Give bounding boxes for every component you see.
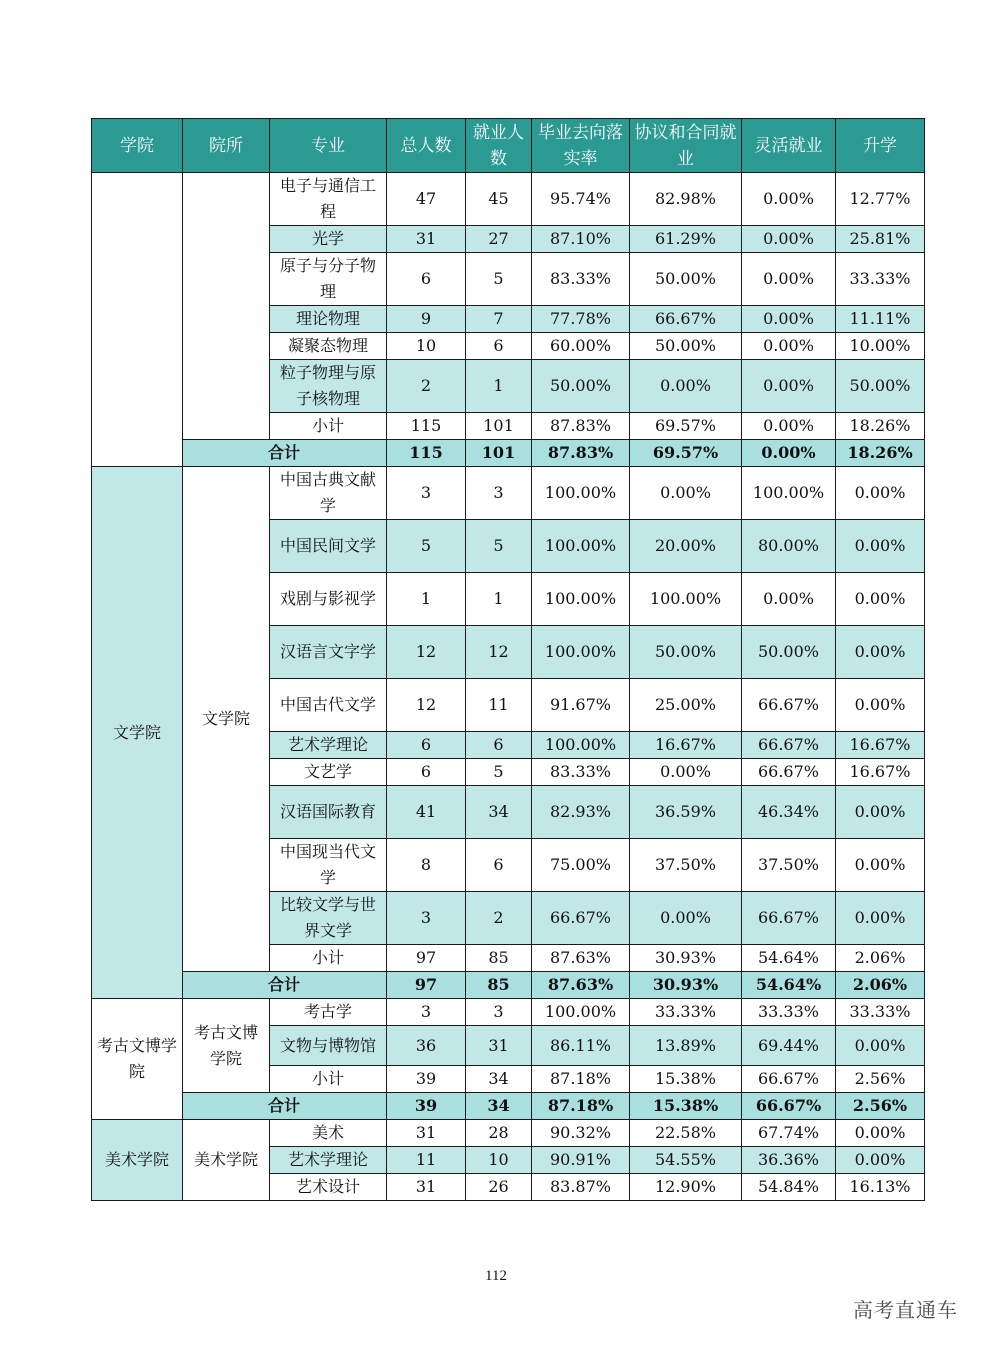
flexible-cell: 100.00%: [742, 467, 836, 520]
further-study-cell: 16.67%: [836, 732, 925, 759]
contract-cell: 50.00%: [630, 253, 742, 306]
employed-cell: 3: [466, 467, 532, 520]
placement-rate-cell: 90.91%: [532, 1147, 630, 1174]
total-cell: 115: [387, 413, 466, 440]
contract-cell: 54.55%: [630, 1147, 742, 1174]
contract-cell: 50.00%: [630, 626, 742, 679]
further-study-cell: 0.00%: [836, 839, 925, 892]
further-study-cell: 16.67%: [836, 759, 925, 786]
total-cell: 6: [387, 253, 466, 306]
major-cell: 电子与通信工程: [270, 173, 387, 226]
major-cell: 美术: [270, 1120, 387, 1147]
placement-rate-cell: 75.00%: [532, 839, 630, 892]
major-cell: 小计: [270, 413, 387, 440]
placement-rate-cell: 87.10%: [532, 226, 630, 253]
total-cell: 5: [387, 520, 466, 573]
contract-cell: 16.67%: [630, 732, 742, 759]
total-cell: 6: [387, 759, 466, 786]
flexible-cell: 0.00%: [742, 413, 836, 440]
employed-cell: 5: [466, 520, 532, 573]
further-study-cell: 0.00%: [836, 892, 925, 945]
employed-cell: 6: [466, 732, 532, 759]
major-cell: 文艺学: [270, 759, 387, 786]
placement-rate-cell: 60.00%: [532, 333, 630, 360]
placement-rate-cell: 100.00%: [532, 626, 630, 679]
further-study-cell: 16.13%: [836, 1174, 925, 1201]
flexible-total-cell: 54.64%: [742, 972, 836, 999]
table-row: [92, 467, 925, 520]
placement-rate-cell: 100.00%: [532, 573, 630, 626]
total-label: 合计: [183, 972, 387, 999]
further-study-cell: 10.00%: [836, 333, 925, 360]
flexible-cell: 66.67%: [742, 679, 836, 732]
contract-cell: 50.00%: [630, 333, 742, 360]
college-cell: 美术学院: [92, 1120, 183, 1201]
placement-rate-cell: 95.74%: [532, 173, 630, 226]
major-cell: 小计: [270, 945, 387, 972]
header-row: [92, 119, 925, 173]
flexible-cell: 46.34%: [742, 786, 836, 839]
total-row: [92, 972, 925, 999]
header-college: 学院: [92, 119, 183, 173]
flexible-cell: 36.36%: [742, 1147, 836, 1174]
employed-cell: 28: [466, 1120, 532, 1147]
major-cell: 艺术学理论: [270, 732, 387, 759]
further-study-cell: 0.00%: [836, 573, 925, 626]
placement-rate-total-cell: 87.63%: [532, 972, 630, 999]
contract-total-cell: 69.57%: [630, 440, 742, 467]
contract-cell: 15.38%: [630, 1066, 742, 1093]
further-study-cell: 0.00%: [836, 679, 925, 732]
header-flexible: 灵活就业: [742, 119, 836, 173]
further-study-cell: 11.11%: [836, 306, 925, 333]
institute-cell: 美术学院: [183, 1120, 270, 1201]
major-cell: 戏剧与影视学: [270, 573, 387, 626]
employed-cell: 101: [466, 413, 532, 440]
header-institute: 院所: [183, 119, 270, 173]
employed-total-cell: 85: [466, 972, 532, 999]
flexible-total-cell: 0.00%: [742, 440, 836, 467]
header-total: 总人数: [387, 119, 466, 173]
placement-rate-cell: 87.18%: [532, 1066, 630, 1093]
total-total-cell: 115: [387, 440, 466, 467]
employed-cell: 2: [466, 892, 532, 945]
flexible-cell: 50.00%: [742, 626, 836, 679]
placement-rate-cell: 86.11%: [532, 1026, 630, 1066]
flexible-cell: 37.50%: [742, 839, 836, 892]
total-cell: 10: [387, 333, 466, 360]
total-cell: 41: [387, 786, 466, 839]
employed-total-cell: 101: [466, 440, 532, 467]
major-cell: 小计: [270, 1066, 387, 1093]
flexible-total-cell: 66.67%: [742, 1093, 836, 1120]
total-cell: 31: [387, 226, 466, 253]
contract-cell: 33.33%: [630, 999, 742, 1026]
flexible-cell: 0.00%: [742, 306, 836, 333]
total-cell: 39: [387, 1066, 466, 1093]
total-cell: 3: [387, 892, 466, 945]
total-cell: 1: [387, 573, 466, 626]
major-cell: 汉语国际教育: [270, 786, 387, 839]
flexible-cell: 33.33%: [742, 999, 836, 1026]
contract-cell: 36.59%: [630, 786, 742, 839]
employed-cell: 1: [466, 360, 532, 413]
major-cell: 中国古典文献学: [270, 467, 387, 520]
contract-cell: 66.67%: [630, 306, 742, 333]
employed-cell: 34: [466, 1066, 532, 1093]
table-row: [92, 999, 925, 1026]
major-cell: 原子与分子物理: [270, 253, 387, 306]
placement-rate-cell: 83.33%: [532, 759, 630, 786]
employed-cell: 31: [466, 1026, 532, 1066]
table-row: [92, 1120, 925, 1147]
further-study-total-cell: 2.06%: [836, 972, 925, 999]
placement-rate-total-cell: 87.83%: [532, 440, 630, 467]
major-cell: 比较文学与世界文学: [270, 892, 387, 945]
total-cell: 31: [387, 1120, 466, 1147]
further-study-cell: 33.33%: [836, 999, 925, 1026]
employed-cell: 5: [466, 759, 532, 786]
flexible-cell: 66.67%: [742, 892, 836, 945]
flexible-cell: 69.44%: [742, 1026, 836, 1066]
total-cell: 12: [387, 626, 466, 679]
total-cell: 31: [387, 1174, 466, 1201]
contract-cell: 0.00%: [630, 759, 742, 786]
employed-cell: 3: [466, 999, 532, 1026]
major-cell: 光学: [270, 226, 387, 253]
employed-cell: 11: [466, 679, 532, 732]
total-cell: 2: [387, 360, 466, 413]
further-study-cell: 0.00%: [836, 626, 925, 679]
further-study-cell: 2.56%: [836, 1066, 925, 1093]
contract-cell: 12.90%: [630, 1174, 742, 1201]
total-total-cell: 97: [387, 972, 466, 999]
total-row: [92, 1093, 925, 1120]
further-study-cell: 18.26%: [836, 413, 925, 440]
major-cell: 文物与博物馆: [270, 1026, 387, 1066]
contract-cell: 30.93%: [630, 945, 742, 972]
total-cell: 9: [387, 306, 466, 333]
header-placement-rate: 毕业去向落实率: [532, 119, 630, 173]
employed-cell: 26: [466, 1174, 532, 1201]
total-cell: 11: [387, 1147, 466, 1174]
employed-cell: 5: [466, 253, 532, 306]
further-study-cell: 0.00%: [836, 467, 925, 520]
placement-rate-total-cell: 87.18%: [532, 1093, 630, 1120]
flexible-cell: 0.00%: [742, 573, 836, 626]
flexible-cell: 66.67%: [742, 732, 836, 759]
contract-cell: 37.50%: [630, 839, 742, 892]
major-cell: 艺术学理论: [270, 1147, 387, 1174]
major-cell: 汉语言文字学: [270, 626, 387, 679]
flexible-cell: 0.00%: [742, 226, 836, 253]
further-study-cell: 33.33%: [836, 253, 925, 306]
flexible-cell: 67.74%: [742, 1120, 836, 1147]
total-row: [92, 440, 925, 467]
institute-cell: 文学院: [183, 467, 270, 972]
total-cell: 47: [387, 173, 466, 226]
total-cell: 36: [387, 1026, 466, 1066]
table-body: [92, 173, 925, 1201]
placement-rate-cell: 100.00%: [532, 467, 630, 520]
placement-rate-cell: 77.78%: [532, 306, 630, 333]
major-cell: 考古学: [270, 999, 387, 1026]
contract-cell: 61.29%: [630, 226, 742, 253]
employed-cell: 45: [466, 173, 532, 226]
placement-rate-cell: 50.00%: [532, 360, 630, 413]
total-cell: 6: [387, 732, 466, 759]
total-cell: 8: [387, 839, 466, 892]
placement-rate-cell: 100.00%: [532, 999, 630, 1026]
flexible-cell: 66.67%: [742, 1066, 836, 1093]
further-study-total-cell: 2.56%: [836, 1093, 925, 1120]
total-cell: 3: [387, 467, 466, 520]
further-study-cell: 25.81%: [836, 226, 925, 253]
header-employed: 就业人数: [466, 119, 532, 173]
contract-cell: 100.00%: [630, 573, 742, 626]
major-cell: 理论物理: [270, 306, 387, 333]
flexible-cell: 0.00%: [742, 360, 836, 413]
contract-cell: 82.98%: [630, 173, 742, 226]
header-further-study: 升学: [836, 119, 925, 173]
major-cell: 粒子物理与原子核物理: [270, 360, 387, 413]
institute-cell: [183, 173, 270, 440]
placement-rate-cell: 91.67%: [532, 679, 630, 732]
college-cell: 文学院: [92, 467, 183, 999]
further-study-cell: 50.00%: [836, 360, 925, 413]
further-study-cell: 12.77%: [836, 173, 925, 226]
placement-rate-cell: 83.87%: [532, 1174, 630, 1201]
placement-rate-cell: 83.33%: [532, 253, 630, 306]
employed-cell: 6: [466, 333, 532, 360]
employed-cell: 1: [466, 573, 532, 626]
placement-rate-cell: 100.00%: [532, 520, 630, 573]
further-study-cell: 0.00%: [836, 1026, 925, 1066]
college-cell: [92, 173, 183, 467]
employed-total-cell: 34: [466, 1093, 532, 1120]
total-cell: 12: [387, 679, 466, 732]
major-cell: 中国民间文学: [270, 520, 387, 573]
contract-cell: 69.57%: [630, 413, 742, 440]
contract-cell: 13.89%: [630, 1026, 742, 1066]
table-row: [92, 173, 925, 226]
further-study-cell: 2.06%: [836, 945, 925, 972]
total-label: 合计: [183, 1093, 387, 1120]
major-cell: 中国古代文学: [270, 679, 387, 732]
flexible-cell: 0.00%: [742, 253, 836, 306]
contract-total-cell: 15.38%: [630, 1093, 742, 1120]
watermark: 高考直通车: [853, 1298, 958, 1322]
total-cell: 3: [387, 999, 466, 1026]
total-total-cell: 39: [387, 1093, 466, 1120]
employed-cell: 12: [466, 626, 532, 679]
flexible-cell: 0.00%: [742, 333, 836, 360]
employed-cell: 34: [466, 786, 532, 839]
flexible-cell: 0.00%: [742, 173, 836, 226]
placement-rate-cell: 82.93%: [532, 786, 630, 839]
employed-cell: 85: [466, 945, 532, 972]
contract-cell: 22.58%: [630, 1120, 742, 1147]
institute-cell: 考古文博学院: [183, 999, 270, 1093]
flexible-cell: 80.00%: [742, 520, 836, 573]
flexible-cell: 54.64%: [742, 945, 836, 972]
employed-cell: 27: [466, 226, 532, 253]
college-cell: 考古文博学院: [92, 999, 183, 1120]
header-contract: 协议和合同就业: [630, 119, 742, 173]
employed-cell: 10: [466, 1147, 532, 1174]
placement-rate-cell: 87.83%: [532, 413, 630, 440]
employment-table: [91, 118, 925, 1201]
contract-cell: 25.00%: [630, 679, 742, 732]
placement-rate-cell: 66.67%: [532, 892, 630, 945]
major-cell: 中国现当代文学: [270, 839, 387, 892]
further-study-cell: 0.00%: [836, 520, 925, 573]
contract-cell: 0.00%: [630, 360, 742, 413]
further-study-cell: 0.00%: [836, 1147, 925, 1174]
employed-cell: 6: [466, 839, 532, 892]
contract-cell: 20.00%: [630, 520, 742, 573]
major-cell: 艺术设计: [270, 1174, 387, 1201]
header-major: 专业: [270, 119, 387, 173]
employed-cell: 7: [466, 306, 532, 333]
contract-cell: 0.00%: [630, 892, 742, 945]
further-study-cell: 0.00%: [836, 786, 925, 839]
major-cell: 凝聚态物理: [270, 333, 387, 360]
total-label: 合计: [183, 440, 387, 467]
flexible-cell: 54.84%: [742, 1174, 836, 1201]
page-number: 112: [485, 1268, 507, 1284]
total-cell: 97: [387, 945, 466, 972]
contract-cell: 0.00%: [630, 467, 742, 520]
further-study-cell: 0.00%: [836, 1120, 925, 1147]
placement-rate-cell: 100.00%: [532, 732, 630, 759]
placement-rate-cell: 87.63%: [532, 945, 630, 972]
flexible-cell: 66.67%: [742, 759, 836, 786]
contract-total-cell: 30.93%: [630, 972, 742, 999]
placement-rate-cell: 90.32%: [532, 1120, 630, 1147]
further-study-total-cell: 18.26%: [836, 440, 925, 467]
